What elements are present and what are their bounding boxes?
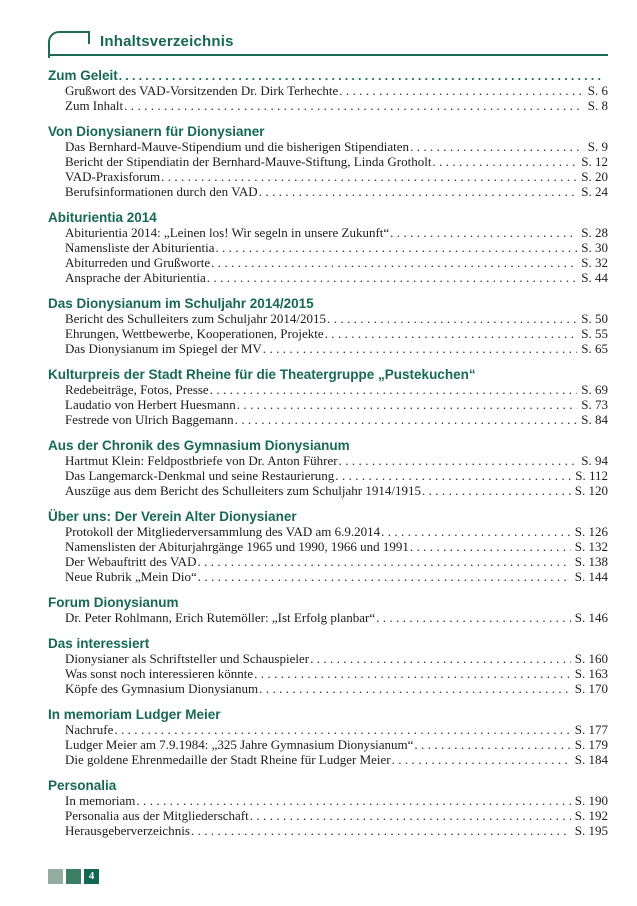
- entry-dot-leader: [210, 382, 578, 397]
- section-heading-row: [48, 595, 608, 610]
- entry-title: Protokoll der Mitgliederversammlung des VAD am 6.9.2014: [65, 524, 381, 539]
- toc-entry-row: [48, 326, 608, 341]
- entry-page-number: S. 184: [574, 752, 608, 767]
- entry-dot-leader: [136, 793, 570, 808]
- entry-dot-leader: [124, 98, 584, 113]
- toc-entry-row: [48, 98, 608, 113]
- entry-title: Köpfe des Gymnasium Dionysianum: [65, 681, 259, 696]
- section-title: Das interessiert: [48, 636, 150, 651]
- toc-section: [48, 210, 608, 285]
- entry-page-number: S. 138: [574, 554, 608, 569]
- entry-dot-leader: [432, 154, 577, 169]
- entry-dot-leader: [325, 326, 578, 341]
- entry-dot-leader: [197, 554, 570, 569]
- entry-page-number: S. 126: [574, 524, 608, 539]
- entry-dot-leader: [410, 139, 584, 154]
- entry-page-number: S. 195: [574, 823, 608, 838]
- section-title: Aus der Chronik des Gymnasium Dionysianum: [48, 438, 350, 453]
- entry-page-number: S. 69: [581, 382, 608, 397]
- entry-dot-leader: [161, 169, 577, 184]
- entry-title: Dionysianer als Schriftsteller und Schauspieler: [65, 651, 310, 666]
- entry-page-number: S. 190: [574, 793, 608, 808]
- entry-page-number: S. 144: [574, 569, 608, 584]
- entry-page-number: S. 163: [574, 666, 608, 681]
- entry-title: Ansprache der Abiturientia: [65, 270, 206, 285]
- toc-entry-row: [48, 83, 608, 98]
- entry-dot-leader: [414, 737, 570, 752]
- section-title: Das Dionysianum im Schuljahr 2014/2015: [48, 296, 314, 311]
- entry-page-number: S. 179: [574, 737, 608, 752]
- toc-entry-row: [48, 524, 608, 539]
- entry-page-number: S. 8: [587, 98, 608, 113]
- entry-page-number: S. 12: [581, 154, 608, 169]
- toc-entry-row: [48, 722, 608, 737]
- toc-entry-row: [48, 554, 608, 569]
- toc-entry-row: [48, 808, 608, 823]
- entry-page-number: S. 160: [574, 651, 608, 666]
- entry-dot-leader: [259, 184, 578, 199]
- entry-title: Berufsinformationen durch den VAD: [65, 184, 258, 199]
- section-title: Forum Dionysianum: [48, 595, 179, 610]
- toc-entry-row: [48, 681, 608, 696]
- section-dot-leader: [119, 68, 604, 83]
- entry-title: Das Dionysianum im Spiegel der MV: [65, 341, 262, 356]
- toc-entry-row: [48, 169, 608, 184]
- entry-dot-leader: [310, 651, 571, 666]
- section-heading-row: [48, 778, 608, 793]
- entry-title: Bericht des Schulleiters zum Schuljahr 2014/2015: [65, 311, 327, 326]
- section-heading-row: [48, 636, 608, 651]
- toc-entry-row: [48, 184, 608, 199]
- entry-dot-leader: [327, 311, 577, 326]
- entry-dot-leader: [215, 240, 577, 255]
- toc-section: [48, 438, 608, 498]
- toc-entry-row: [48, 240, 608, 255]
- entry-page-number: S. 55: [581, 326, 608, 341]
- footer-square-mid: [66, 869, 81, 884]
- entry-title: Herausgeberverzeichnis: [65, 823, 190, 838]
- toc-section: [48, 707, 608, 767]
- entry-title: Dr. Peter Rohlmann, Erich Rutemöller: „Ist Erfolg planbar“: [65, 610, 376, 625]
- toc-section: [48, 595, 608, 625]
- entry-page-number: S. 84: [581, 412, 608, 427]
- toc-entry-row: [48, 651, 608, 666]
- entry-title: Grußwort des VAD-Vorsitzenden Dr. Dirk Terhechte: [65, 83, 339, 98]
- entry-title: Festrede von Ulrich Baggemann: [65, 412, 234, 427]
- entry-title: Die goldene Ehrenmedaille der Stadt Rheine für Ludger Meier: [65, 752, 391, 767]
- entry-page-number: S. 6: [587, 83, 608, 98]
- entry-title: Nachrufe: [65, 722, 114, 737]
- entry-title: Personalia aus der Mitgliederschaft: [65, 808, 249, 823]
- entry-dot-leader: [422, 483, 571, 498]
- section-heading-row: [48, 438, 608, 453]
- entry-title: Der Webauftritt des VAD: [65, 554, 197, 569]
- entry-dot-leader: [207, 270, 577, 285]
- footer-square-light: [48, 869, 63, 884]
- toc-entry-row: [48, 311, 608, 326]
- entry-dot-leader: [376, 610, 571, 625]
- entry-dot-leader: [339, 453, 578, 468]
- section-title: Über uns: Der Verein Alter Dionysianer: [48, 509, 297, 524]
- toc-entry-row: [48, 666, 608, 681]
- toc-entry-row: [48, 569, 608, 584]
- toc-entry-row: [48, 270, 608, 285]
- footer-page-number: 4: [84, 869, 99, 884]
- toc-entry-row: [48, 468, 608, 483]
- entry-title: Redebeiträge, Fotos, Presse: [65, 382, 209, 397]
- entry-dot-leader: [114, 722, 570, 737]
- section-title: Personalia: [48, 778, 117, 793]
- section-title: Von Dionysianern für Dionysianer: [48, 124, 265, 139]
- toc-section: [48, 509, 608, 584]
- entry-title: Namensliste der Abiturientia: [65, 240, 215, 255]
- section-title: Abiturientia 2014: [48, 210, 157, 225]
- section-heading-row: [48, 509, 608, 524]
- entry-dot-leader: [250, 808, 571, 823]
- section-heading-row: [48, 707, 608, 722]
- entry-page-number: S. 44: [581, 270, 608, 285]
- entry-page-number: S. 24: [581, 184, 608, 199]
- entry-dot-leader: [235, 412, 578, 427]
- entry-dot-leader: [263, 341, 577, 356]
- entry-page-number: S. 146: [574, 610, 608, 625]
- toc-entry-row: [48, 737, 608, 752]
- toc-section: [48, 296, 608, 356]
- entry-title: Zum Inhalt: [65, 98, 124, 113]
- entry-title: Bericht der Stipendiatin der Bernhard-Mauve-Stiftung, Linda Grotholt: [65, 154, 432, 169]
- toc-entry-row: [48, 412, 608, 427]
- toc-section: [48, 124, 608, 199]
- entry-dot-leader: [211, 255, 577, 270]
- entry-dot-leader: [381, 524, 571, 539]
- toc-entry-row: [48, 225, 608, 240]
- entry-page-number: S. 192: [574, 808, 608, 823]
- entry-page-number: S. 20: [581, 169, 608, 184]
- toc: [48, 68, 608, 838]
- entry-page-number: S. 9: [587, 139, 608, 154]
- entry-title: Namenslisten der Abiturjahrgänge 1965 und 1990, 1966 und 1991: [65, 539, 409, 554]
- entry-page-number: S. 132: [574, 539, 608, 554]
- entry-dot-leader: [410, 539, 571, 554]
- entry-dot-leader: [390, 225, 577, 240]
- toc-entry-row: [48, 453, 608, 468]
- entry-dot-leader: [392, 752, 571, 767]
- entry-page-number: S. 65: [581, 341, 608, 356]
- entry-dot-leader: [259, 681, 571, 696]
- toc-entry-row: [48, 341, 608, 356]
- entry-title: Auszüge aus dem Bericht des Schulleiters zum Schuljahr 1914/1915: [65, 483, 421, 498]
- entry-title: Hartmut Klein: Feldpostbriefe von Dr. Anton Führer: [65, 453, 338, 468]
- toc-entry-row: [48, 793, 608, 808]
- section-heading-row: [48, 296, 608, 311]
- toc-entry-row: [48, 154, 608, 169]
- toc-entry-row: [48, 610, 608, 625]
- section-title: Zum Geleit: [48, 68, 118, 83]
- page-title: Inhaltsverzeichnis: [100, 33, 234, 50]
- entry-page-number: S. 28: [581, 225, 608, 240]
- entry-title: Ludger Meier am 7.9.1984: „325 Jahre Gymnasium Dionysianum“: [65, 737, 414, 752]
- entry-page-number: S. 32: [581, 255, 608, 270]
- entry-dot-leader: [198, 569, 571, 584]
- toc-section: [48, 68, 608, 113]
- entry-page-number: S. 50: [581, 311, 608, 326]
- entry-title: Ehrungen, Wettbewerbe, Kooperationen, Projekte: [65, 326, 324, 341]
- entry-dot-leader: [339, 83, 584, 98]
- entry-page-number: S. 120: [574, 483, 608, 498]
- toc-section: [48, 778, 608, 838]
- entry-page-number: S. 170: [574, 681, 608, 696]
- header-rule: [48, 54, 608, 56]
- section-title: In memoriam Ludger Meier: [48, 707, 221, 722]
- entry-page-number: S. 94: [581, 453, 608, 468]
- entry-page-number: S. 112: [575, 468, 608, 483]
- entry-title: Laudatio von Herbert Huesmann: [65, 397, 236, 412]
- entry-title: Neue Rubrik „Mein Dio“: [65, 569, 197, 584]
- entry-title: In memoriam: [65, 793, 136, 808]
- toc-entry-row: [48, 382, 608, 397]
- toc-entry-row: [48, 255, 608, 270]
- entry-page-number: S. 30: [581, 240, 608, 255]
- entry-title: VAD-Praxisforum: [65, 169, 161, 184]
- section-heading-row: [48, 68, 608, 83]
- section-heading-row: [48, 210, 608, 225]
- toc-entry-row: [48, 539, 608, 554]
- entry-dot-leader: [191, 823, 571, 838]
- header-tab-tick-icon: [88, 31, 90, 44]
- section-title: Kulturpreis der Stadt Rheine für die Theatergruppe „Pustekuchen“: [48, 367, 476, 382]
- entry-dot-leader: [335, 468, 571, 483]
- entry-page-number: S. 73: [581, 397, 608, 412]
- entry-title: Das Langemarck-Denkmal und seine Restaurierung: [65, 468, 335, 483]
- entry-dot-leader: [237, 397, 578, 412]
- entry-page-number: S. 177: [574, 722, 608, 737]
- entry-title: Was sonst noch interessieren könnte: [65, 666, 254, 681]
- entry-title: Abiturientia 2014: „Leinen los! Wir segeln in unsere Zukunft“: [65, 225, 390, 240]
- toc-entry-row: [48, 139, 608, 154]
- toc-entry-row: [48, 823, 608, 838]
- section-heading-row: [48, 367, 608, 382]
- toc-entry-row: [48, 483, 608, 498]
- entry-dot-leader: [254, 666, 571, 681]
- toc-entry-row: [48, 752, 608, 767]
- toc-section: [48, 367, 608, 427]
- toc-section: [48, 636, 608, 696]
- entry-title: Abiturreden und Grußworte: [65, 255, 211, 270]
- section-heading-row: [48, 124, 608, 139]
- entry-title: Das Bernhard-Mauve-Stipendium und die bisherigen Stipendiaten: [65, 139, 410, 154]
- footer-page-marker: [48, 869, 99, 884]
- toc-entry-row: [48, 397, 608, 412]
